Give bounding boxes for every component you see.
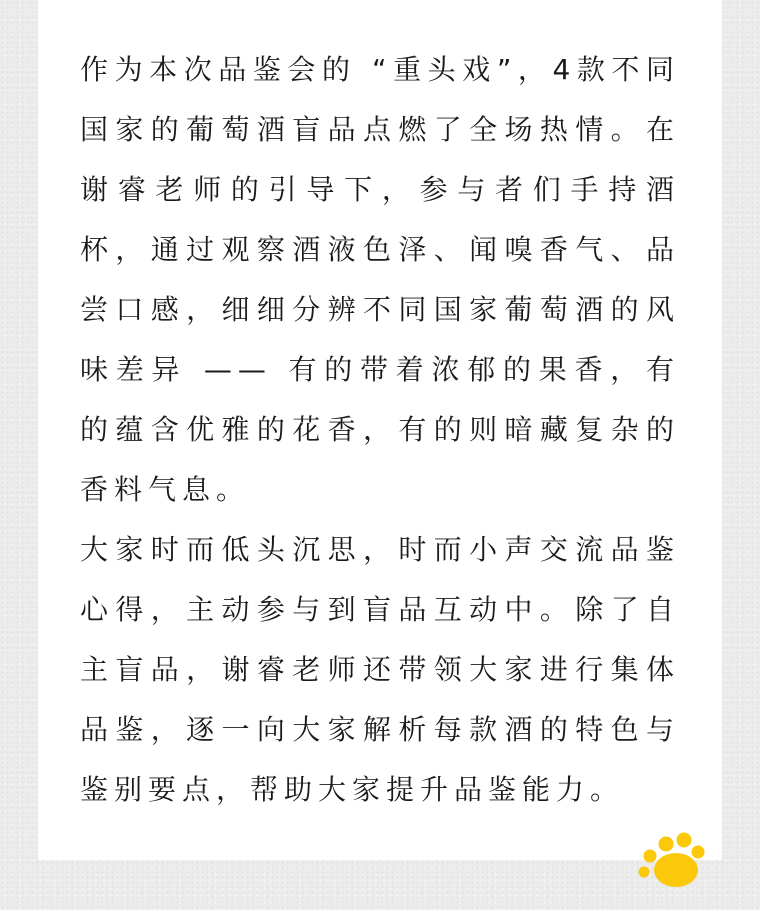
paw-print-icon — [636, 828, 706, 892]
paragraph-1: 作为本次品鉴会的 “重头戏”，4款不同国家的葡萄酒盲品点燃了全场热情。在谢睿老师的引导下，参与者们手持酒杯，通过观察酒液色泽、闻嗅香气、品尝口感，细细分辨不同国家葡萄酒的风味差异 —— 有的带着浓郁的果香，有的蕴含优雅的花香，有的则暗藏复杂的香料气息。 — [80, 53, 680, 506]
article-body — [80, 40, 680, 820]
paragraph-2: 大家时而低头沉思，时而小声交流品鉴心得，主动参与到盲品互动中。除了自主盲品，谢睿老师还带领大家进行集体品鉴，逐一向大家解析每款酒的特色与鉴别要点，帮助大家提升品鉴能力。 — [80, 533, 680, 806]
